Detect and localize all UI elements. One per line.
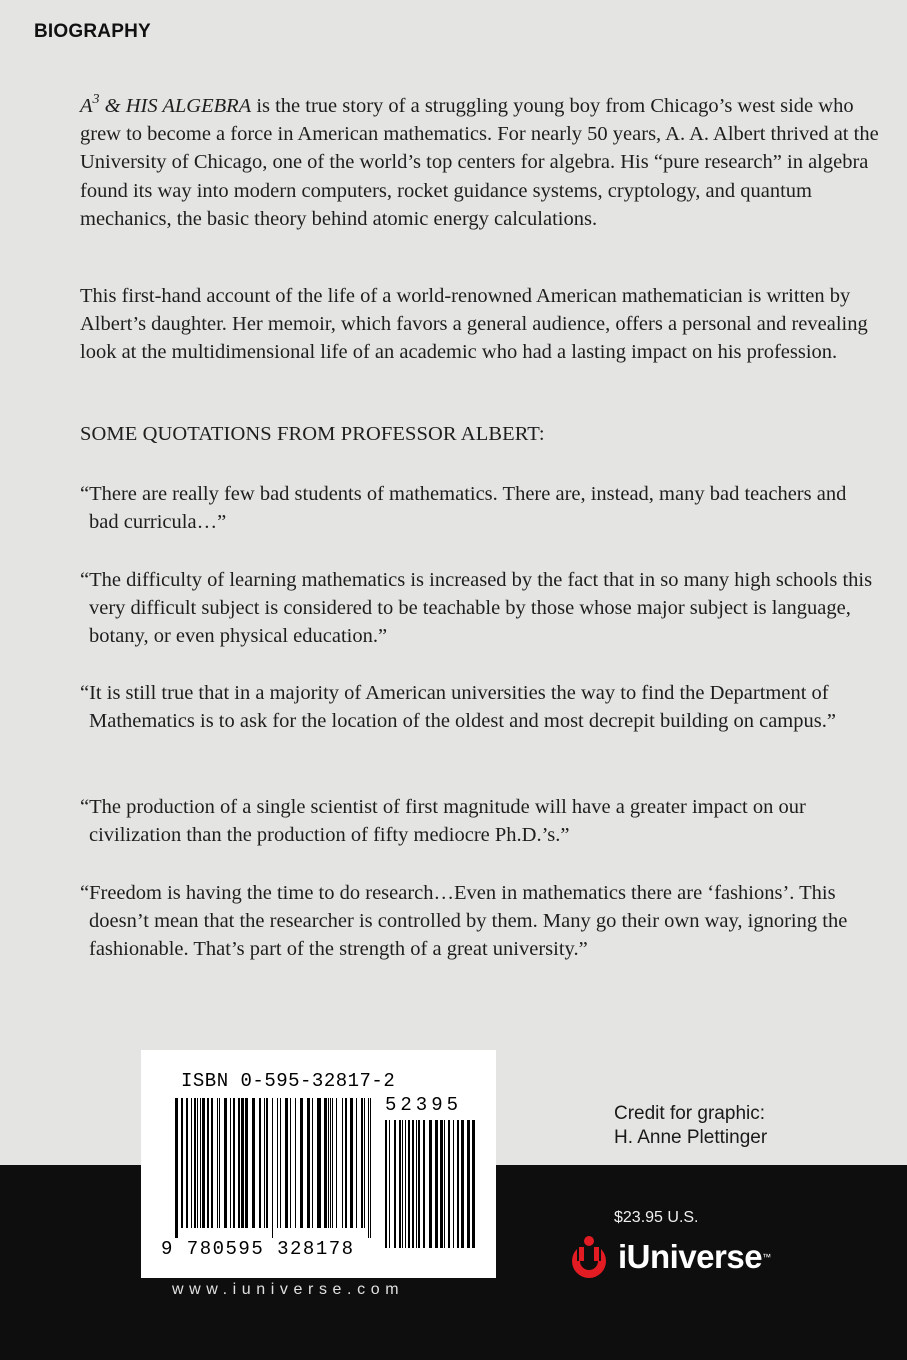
barcode-bar [412, 1120, 414, 1248]
barcode-bar [345, 1098, 347, 1228]
barcode-bar [266, 1098, 268, 1228]
barcode-bar [368, 1098, 369, 1238]
publisher-name: iUniverse [618, 1238, 763, 1275]
barcode-bar [194, 1098, 196, 1228]
barcode-bar [453, 1120, 454, 1248]
graphic-credit [614, 1102, 767, 1150]
barcode-bar [264, 1098, 265, 1228]
website-url: www.iuniverse.com [172, 1281, 405, 1298]
barcode-bar [429, 1120, 432, 1248]
barcode-bar [197, 1098, 198, 1228]
barcode-bar [435, 1120, 438, 1248]
barcode-bar [186, 1098, 188, 1228]
barcode-bar [290, 1098, 291, 1228]
barcode-bar [444, 1120, 445, 1248]
barcode-bar [233, 1098, 235, 1228]
retail-price: $23.95 U.S. [614, 1209, 699, 1226]
credit-name: H. Anne Plettinger [614, 1127, 768, 1148]
barcode-panel [141, 1050, 496, 1278]
barcode-bar [330, 1098, 331, 1228]
barcode-bar [332, 1098, 333, 1228]
barcode-bar [389, 1120, 390, 1248]
credit-label: Credit for graphic: [614, 1103, 766, 1124]
barcode-bar [385, 1120, 387, 1248]
ean-barcode [175, 1098, 371, 1238]
barcode-bar [191, 1098, 192, 1228]
barcode-bar [418, 1120, 420, 1248]
barcode-bar [461, 1120, 464, 1248]
barcode-bar [217, 1098, 218, 1228]
intro-paragraph [80, 86, 880, 233]
price-addon-barcode [385, 1120, 477, 1248]
barcode-bar [399, 1120, 401, 1248]
iuniverse-icon [566, 1233, 612, 1281]
barcode-bar [241, 1098, 244, 1228]
barcode-bar [350, 1098, 353, 1228]
barcode-bar [324, 1098, 327, 1228]
isbn-text: ISBN 0-595-32817-2 [181, 1070, 396, 1092]
barcode-bar [224, 1098, 227, 1228]
barcode-bar [211, 1098, 213, 1228]
barcode-bar [317, 1098, 321, 1228]
barcode-bar [416, 1120, 417, 1248]
barcode-bar [295, 1098, 296, 1228]
barcode-bar [402, 1120, 403, 1248]
book-title: $A^3$ & HIS ALGEBRA [80, 92, 252, 117]
barcode-bar [356, 1098, 357, 1228]
quote-5: “Freedom is having the time to do research…Even in mathematics there are ‘fashions’. This doesn’t mean that the researcher is controlled by them. Many go their own way, ignoring the fashionable. That’s part of the strength of a great university.” [80, 882, 848, 961]
memoir-paragraph: This first-hand account of the life of a world-renowned American mathematician is written by Albert’s daughter. Her memoir, which favors a general audience, offers a personal and revealing look at the multidimensional life of an academic who had a lasting impact on his profession. [80, 285, 868, 364]
barcode-bar [285, 1098, 288, 1228]
barcode-bar [448, 1120, 450, 1248]
barcode-bar [207, 1098, 209, 1228]
barcode-bar [361, 1098, 363, 1228]
barcode-bar [238, 1098, 240, 1228]
quotes-heading: SOME QUOTATIONS FROM PROFESSOR ALBERT: [80, 423, 545, 445]
barcode-bar [245, 1098, 248, 1228]
barcode-bar [181, 1098, 183, 1228]
quote-2: “The difficulty of learning mathematics is increased by the fact that in so many high schools this very difficult subject is considered to be teachable by those whose major subject is language, botany, or even physical education.” [80, 569, 873, 648]
barcode-bar [423, 1120, 425, 1248]
barcode-bar [272, 1098, 273, 1238]
barcode-bar [252, 1098, 255, 1228]
barcode-bar [280, 1098, 281, 1228]
barcode-bar [312, 1098, 313, 1228]
quote-4: “The production of a single scientist of first magnitude will have a greater impact on our civilization than the production of fifty mediocre Ph.D.’s.” [80, 796, 806, 847]
barcode-bar [230, 1098, 231, 1228]
barcode-bar [328, 1098, 329, 1228]
ean-digits: 9 780595 328178 [161, 1238, 355, 1260]
barcode-bar [457, 1120, 459, 1248]
barcode-bar [336, 1098, 337, 1228]
barcode-bar [219, 1098, 220, 1228]
intro-text: is the true story of a struggling young boy from Chicago’s west side who grew to become a force in American mathematics. For nearly 50 years, A. A. Albert thrived at the University of Chicago, one of the world’s top centers for algebra. His “pure research” in algebra found its way into modern computers, rocket guidance systems, cryptology, and quantum mechanics, the basic theory behind atomic energy calculations. [80, 95, 879, 230]
quote-3: “It is still true that in a majority of American universities the way to find the Department of Mathematics is to ask for the location of the oldest and most decrepit building on campus.” [80, 682, 836, 733]
barcode-bar [394, 1120, 396, 1248]
barcode-bar [300, 1098, 303, 1228]
publisher-logo [566, 1232, 771, 1282]
barcode-bar [405, 1120, 406, 1248]
barcode-bar [467, 1120, 470, 1248]
barcode-bar [277, 1098, 278, 1228]
barcode-bar [175, 1098, 178, 1238]
barcode-bar [202, 1098, 205, 1228]
barcode-bar [342, 1098, 343, 1228]
price-code-text: 52395 [385, 1094, 463, 1116]
category-label: BIOGRAPHY [34, 21, 151, 42]
barcode-bar [440, 1120, 443, 1248]
barcode-bar [408, 1120, 410, 1248]
barcode-bar [307, 1098, 310, 1228]
barcode-bar [200, 1098, 201, 1228]
quote-1: “There are really few bad students of mathematics. There are, instead, many bad teachers and bad curricula…” [80, 483, 847, 534]
trademark-symbol: ™ [762, 1252, 772, 1262]
barcode-bar [259, 1098, 261, 1228]
barcode-bar [472, 1120, 475, 1248]
barcode-bar [370, 1098, 371, 1238]
barcode-bar [364, 1098, 365, 1228]
